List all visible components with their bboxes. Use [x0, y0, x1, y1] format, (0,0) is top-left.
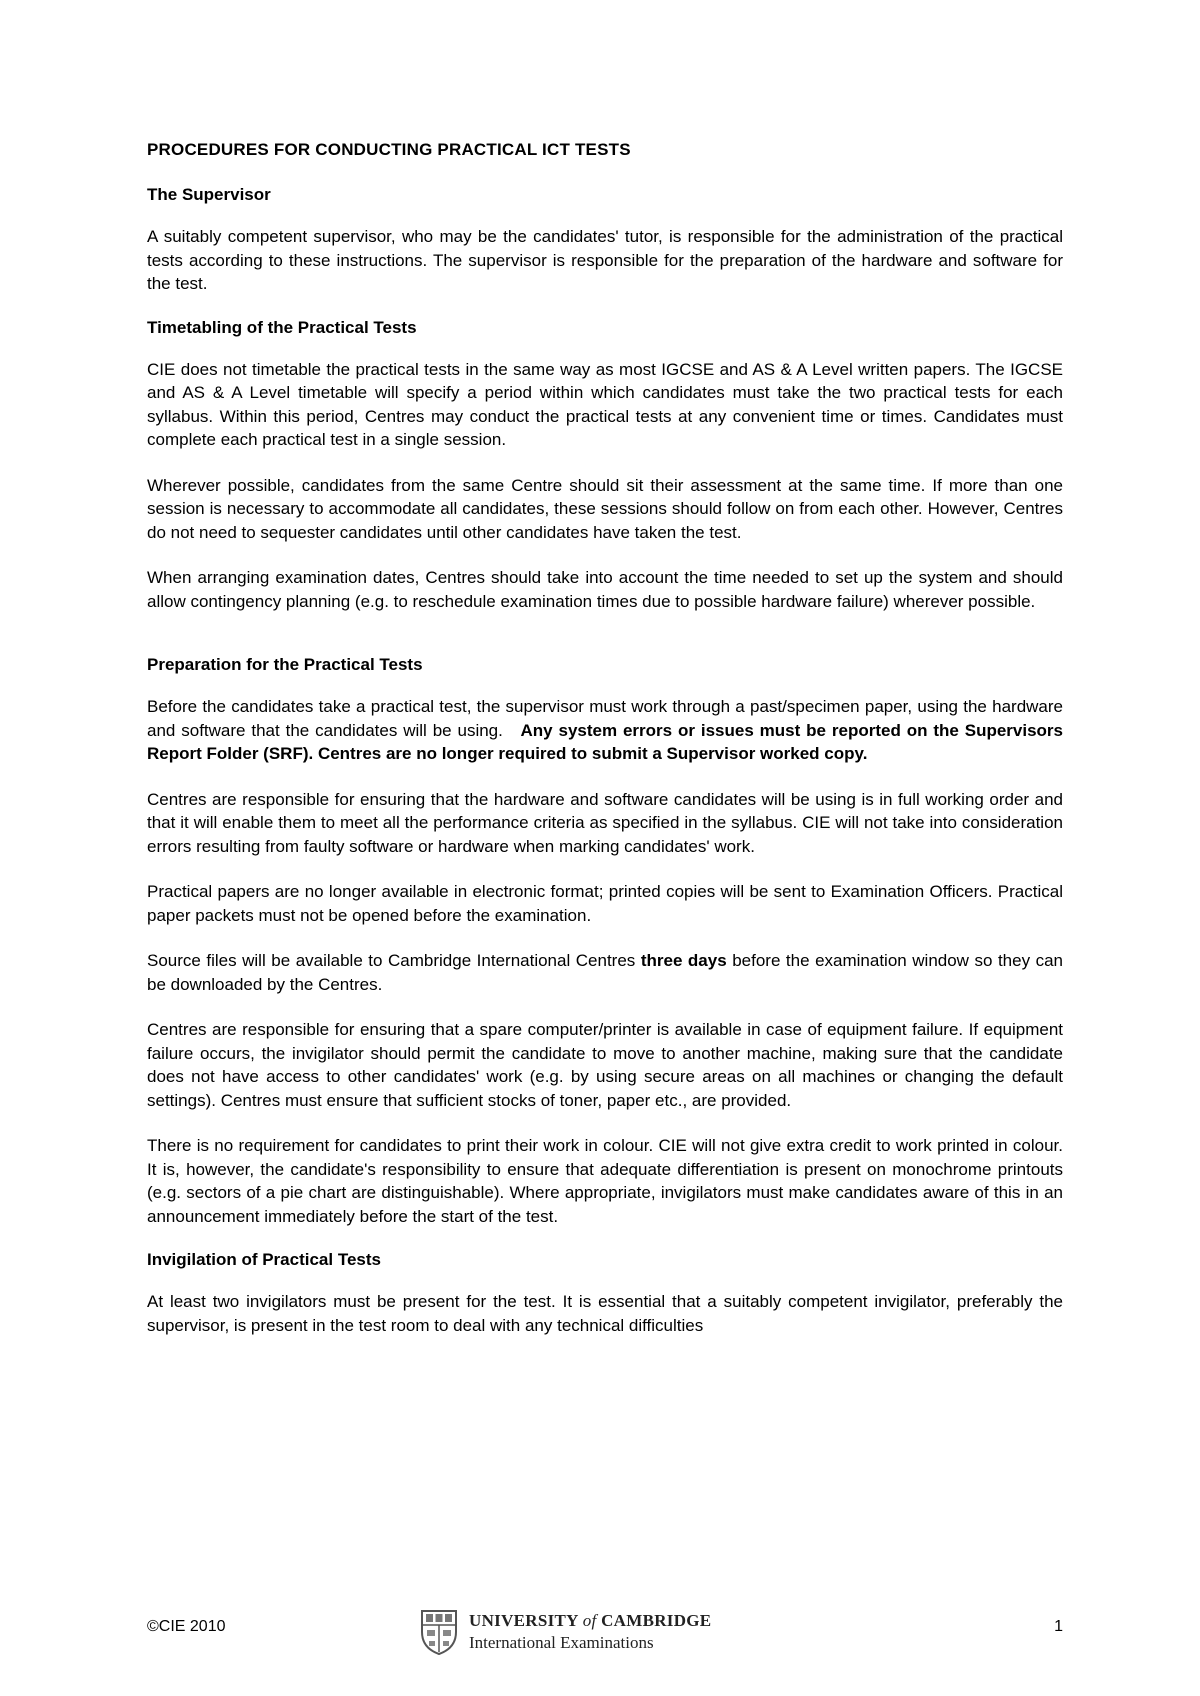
paragraph-preparation-5: Centres are responsible for ensuring that a spare computer/printer is available in case of equipment failure. If equipment failure occurs, the invigilator should permit the candidate to move to another machine, making sure that the candidate does not have access to other candidates' work (e.g. by using secure areas on all machines or changing the default settings). Centres must ensure that sufficient stocks of toner, paper etc., are provided. — [147, 1020, 1063, 1110]
heading-invigilation: Invigilation of Practical Tests — [147, 1250, 381, 1269]
paragraph-preparation-1-bold: Any system errors or issues must be reported on the Supervisors Report Folder (SRF). Centres are no longer required to submit a Supervisor worked copy. — [147, 720, 1063, 763]
footer-copyright: ©CIE 2010 — [147, 1618, 226, 1635]
heading-supervisor: The Supervisor — [147, 185, 271, 204]
section-gap — [147, 635, 1063, 655]
heading-preparation: Preparation for the Practical Tests — [147, 655, 423, 674]
cambridge-logo — [419, 1608, 711, 1656]
logo-word-cambridge: CAMBRIDGE — [601, 1611, 712, 1630]
heading-timetabling: Timetabling of the Practical Tests — [147, 317, 417, 337]
page-number: 1 — [1054, 1618, 1063, 1635]
page-footer — [147, 1608, 1063, 1658]
paragraph-preparation-3: Practical papers are no longer available in electronic format; printed copies will be sent to Examination Officers. Practical paper packets must not be opened before the examination. — [147, 882, 1063, 925]
logo-line-1 — [469, 1610, 711, 1632]
logo-text — [469, 1610, 711, 1654]
university-crest-icon — [419, 1608, 459, 1656]
paragraph-preparation-4-bold: three days — [640, 951, 727, 970]
paragraph-supervisor-1: A suitably competent supervisor, who may be the candidates' tutor, is responsible for the administration of the practical tests according to these instructions. The supervisor is responsible for the preparation of the hardware and software for the test. — [147, 227, 1063, 293]
paragraph-timetabling-1: CIE does not timetable the practical tests in the same way as most IGCSE and AS & A Level written papers. The IGCSE and AS & A Level timetable will specify a period within which candidates must take the two practical tests for each syllabus. Within this period, Centres may conduct the practical tests at any convenient time or times. Candidates must complete each practical test in a single session. — [147, 359, 1063, 449]
paragraph-preparation-1-text: Before the candidates take a practical test, the supervisor must work through a past/specimen paper, using the hardware and software that the candidates will be using. — [147, 697, 1063, 740]
paragraph-invigilation-1: At least two invigilators must be present for the test. It is essential that a suitably competent invigilator, preferably the supervisor, is present in the test room to deal with any technical difficulties — [147, 1292, 1063, 1335]
paragraph-preparation-1 — [147, 695, 1063, 766]
logo-line-2: International Examinations — [469, 1633, 654, 1652]
paragraph-preparation-2: Centres are responsible for ensuring that the hardware and software candidates will be using is in full working order and that it will enable them to meet all the performance criteria as specified in the syllabus. CIE will not take into consideration errors resulting from faulty software or hardware when marking candidates' work. — [147, 789, 1063, 856]
paragraph-timetabling-3: When arranging examination dates, Centres should take into account the time needed to set up the system and should allow contingency planning (e.g. to reschedule examination times due to possible hardware failure) wherever possible. — [147, 568, 1063, 611]
logo-word-university: UNIVERSITY — [469, 1611, 579, 1630]
paragraph-preparation-4-start: Source files will be available to Cambridge International Centres — [147, 951, 636, 970]
paragraph-timetabling-2: Wherever possible, candidates from the same Centre should sit their assessment at the same time. If more than one session is necessary to accommodate all candidates, these sessions should follow on from each other. However, Centres do not need to sequester candidates until other candidates have taken the test. — [147, 475, 1063, 542]
paragraph-preparation-4-end: before the examination window so they can be downloaded by the Centres. — [147, 951, 1064, 994]
logo-word-of: of — [582, 1611, 597, 1630]
paragraph-preparation-6: There is no requirement for candidates to print their work in colour. CIE will not give extra credit to work printed in colour. It is, however, the candidate's responsibility to ensure that adequate differentiation is present on monochrome printouts (e.g. sectors of a pie chart are distinguishable). Where appropriate, invigilators must make candidates aware of this in an announcement immediately before the start of the test. — [147, 1136, 1063, 1226]
paragraph-preparation-4 — [147, 949, 1063, 996]
document-title: PROCEDURES FOR CONDUCTING PRACTICAL ICT TESTS — [147, 140, 631, 159]
document-body — [147, 140, 1063, 1359]
